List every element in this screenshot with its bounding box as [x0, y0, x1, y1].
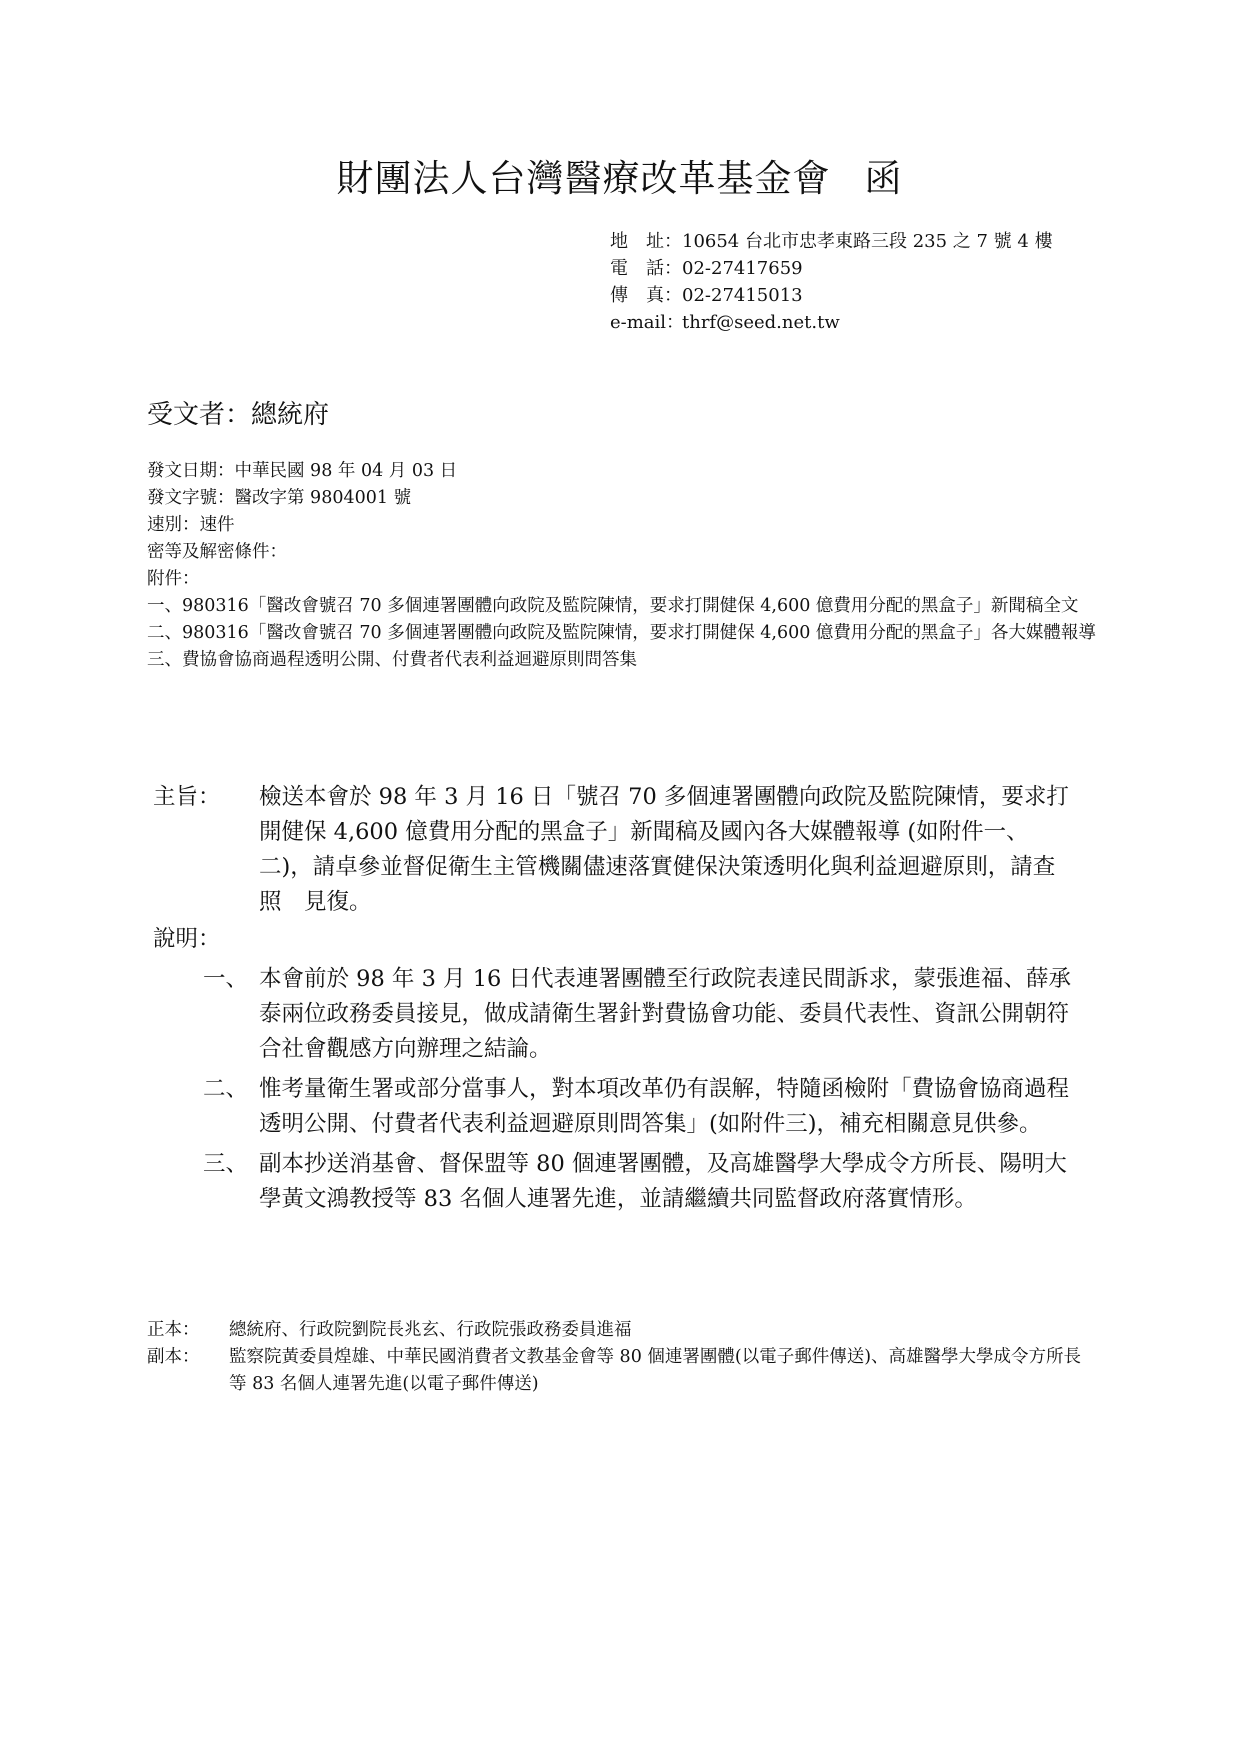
issue-date: 發文日期：中華民國 98 年 04 月 03 日 — [147, 461, 458, 481]
document-title — [0, 148, 1239, 202]
distribution-block — [147, 1317, 1097, 1398]
contact-label: 電 話： — [610, 258, 682, 279]
speed-class: 速別：速件 — [147, 515, 235, 535]
document-type: 函 — [864, 157, 903, 200]
item-number: 二、 — [203, 1076, 249, 1102]
copy-list: 監察院黃委員煌雄、中華民國消費者文教基金會等 80 個連署團體(以電子郵件傳送)、高雄醫學大學成令方所長等 83 名個人連署先進(以電子郵件傳送) — [229, 1347, 1082, 1394]
original-label: 正本： — [147, 1320, 200, 1340]
explanation-item — [153, 962, 1083, 1067]
item-text: 惟考量衛生署或部分當事人，對本項改革仍有誤解，特隨函檢附「費協會協商過程透明公開、付費者代表利益迴避原則問答集」(如附件三)，補充相關意見供參。 — [259, 1076, 1070, 1137]
explanation-item — [153, 1072, 1083, 1142]
contact-value: 02-27417659 — [682, 258, 803, 279]
attachment-item: 三、費協會協商過程透明公開、付費者代表利益迴避原則問答集 — [147, 650, 637, 670]
attachments-label: 附件： — [147, 569, 200, 589]
explanation-item — [153, 1147, 1083, 1217]
organization-name: 財團法人台灣醫療改革基金會 — [336, 157, 831, 200]
contact-value: 02-27415013 — [682, 285, 803, 306]
contact-label: 傳 真： — [610, 285, 682, 306]
contact-phone — [610, 255, 1053, 282]
explanation-label: 說明： — [153, 926, 221, 952]
contact-value: thrf@seed.net.tw — [682, 312, 840, 333]
subject-text: 檢送本會於 98 年 3 月 16 日「號召 70 多個連署團體向政院及監院陳情，要求打開健保 4,600 億費用分配的黑盒子」新聞稿及國內各大媒體報導 (如附件一、二)，請卓參並督促衛生主管機關儘速落實健保決策透明化與利益迴避原則，請查照 見復。 — [259, 784, 1069, 915]
contact-value: 10654 台北市忠孝東路三段 235 之 7 號 4 樓 — [682, 231, 1053, 252]
contact-label: 地 址： — [610, 231, 682, 252]
subject-section — [153, 780, 1083, 920]
original-recipients — [147, 1317, 1097, 1344]
item-text: 本會前於 98 年 3 月 16 日代表連署團體至行政院表達民間訴求，蒙張進福、薛承泰兩位政務委員接見，做成請衛生署針對費協會功能、委員代表性、資訊公開朝符合社會觀感方向辦理之結論。 — [259, 966, 1071, 1062]
contact-address — [610, 228, 1053, 255]
document-meta — [147, 458, 1097, 674]
contact-fax — [610, 282, 1053, 309]
contact-label: e-mail： — [610, 312, 685, 333]
secrecy-condition: 密等及解密條件： — [147, 542, 287, 562]
original-list: 總統府、行政院劉院長兆玄、行政院張政務委員進福 — [229, 1320, 632, 1340]
item-number: 一、 — [203, 966, 249, 992]
contact-email — [610, 309, 1053, 336]
item-number: 三、 — [203, 1151, 249, 1177]
recipient: 受文者：總統府 — [147, 400, 330, 430]
copy-label: 副本： — [147, 1347, 200, 1367]
contact-block — [610, 228, 1053, 336]
subject-label: 主旨： — [153, 784, 221, 810]
item-text: 副本抄送消基會、督保盟等 80 個連署團體，及高雄醫學大學成令方所長、陽明大學黃文鴻教授等 83 名個人連署先進，並請繼續共同監督政府落實情形。 — [259, 1151, 1067, 1212]
copy-recipients — [147, 1344, 1097, 1398]
document-body — [153, 780, 1083, 1217]
document-number: 發文字號：醫改字第 9804001 號 — [147, 488, 412, 508]
attachment-item: 二、980316「醫改會號召 70 多個連署團體向政院及監院陳情，要求打開健保 4,600 億費用分配的黑盒子」各大媒體報導 — [147, 623, 1096, 643]
attachment-item: 一、980316「醫改會號召 70 多個連署團體向政院及監院陳情，要求打開健保 4,600 億費用分配的黑盒子」新聞稿全文 — [147, 596, 1079, 616]
